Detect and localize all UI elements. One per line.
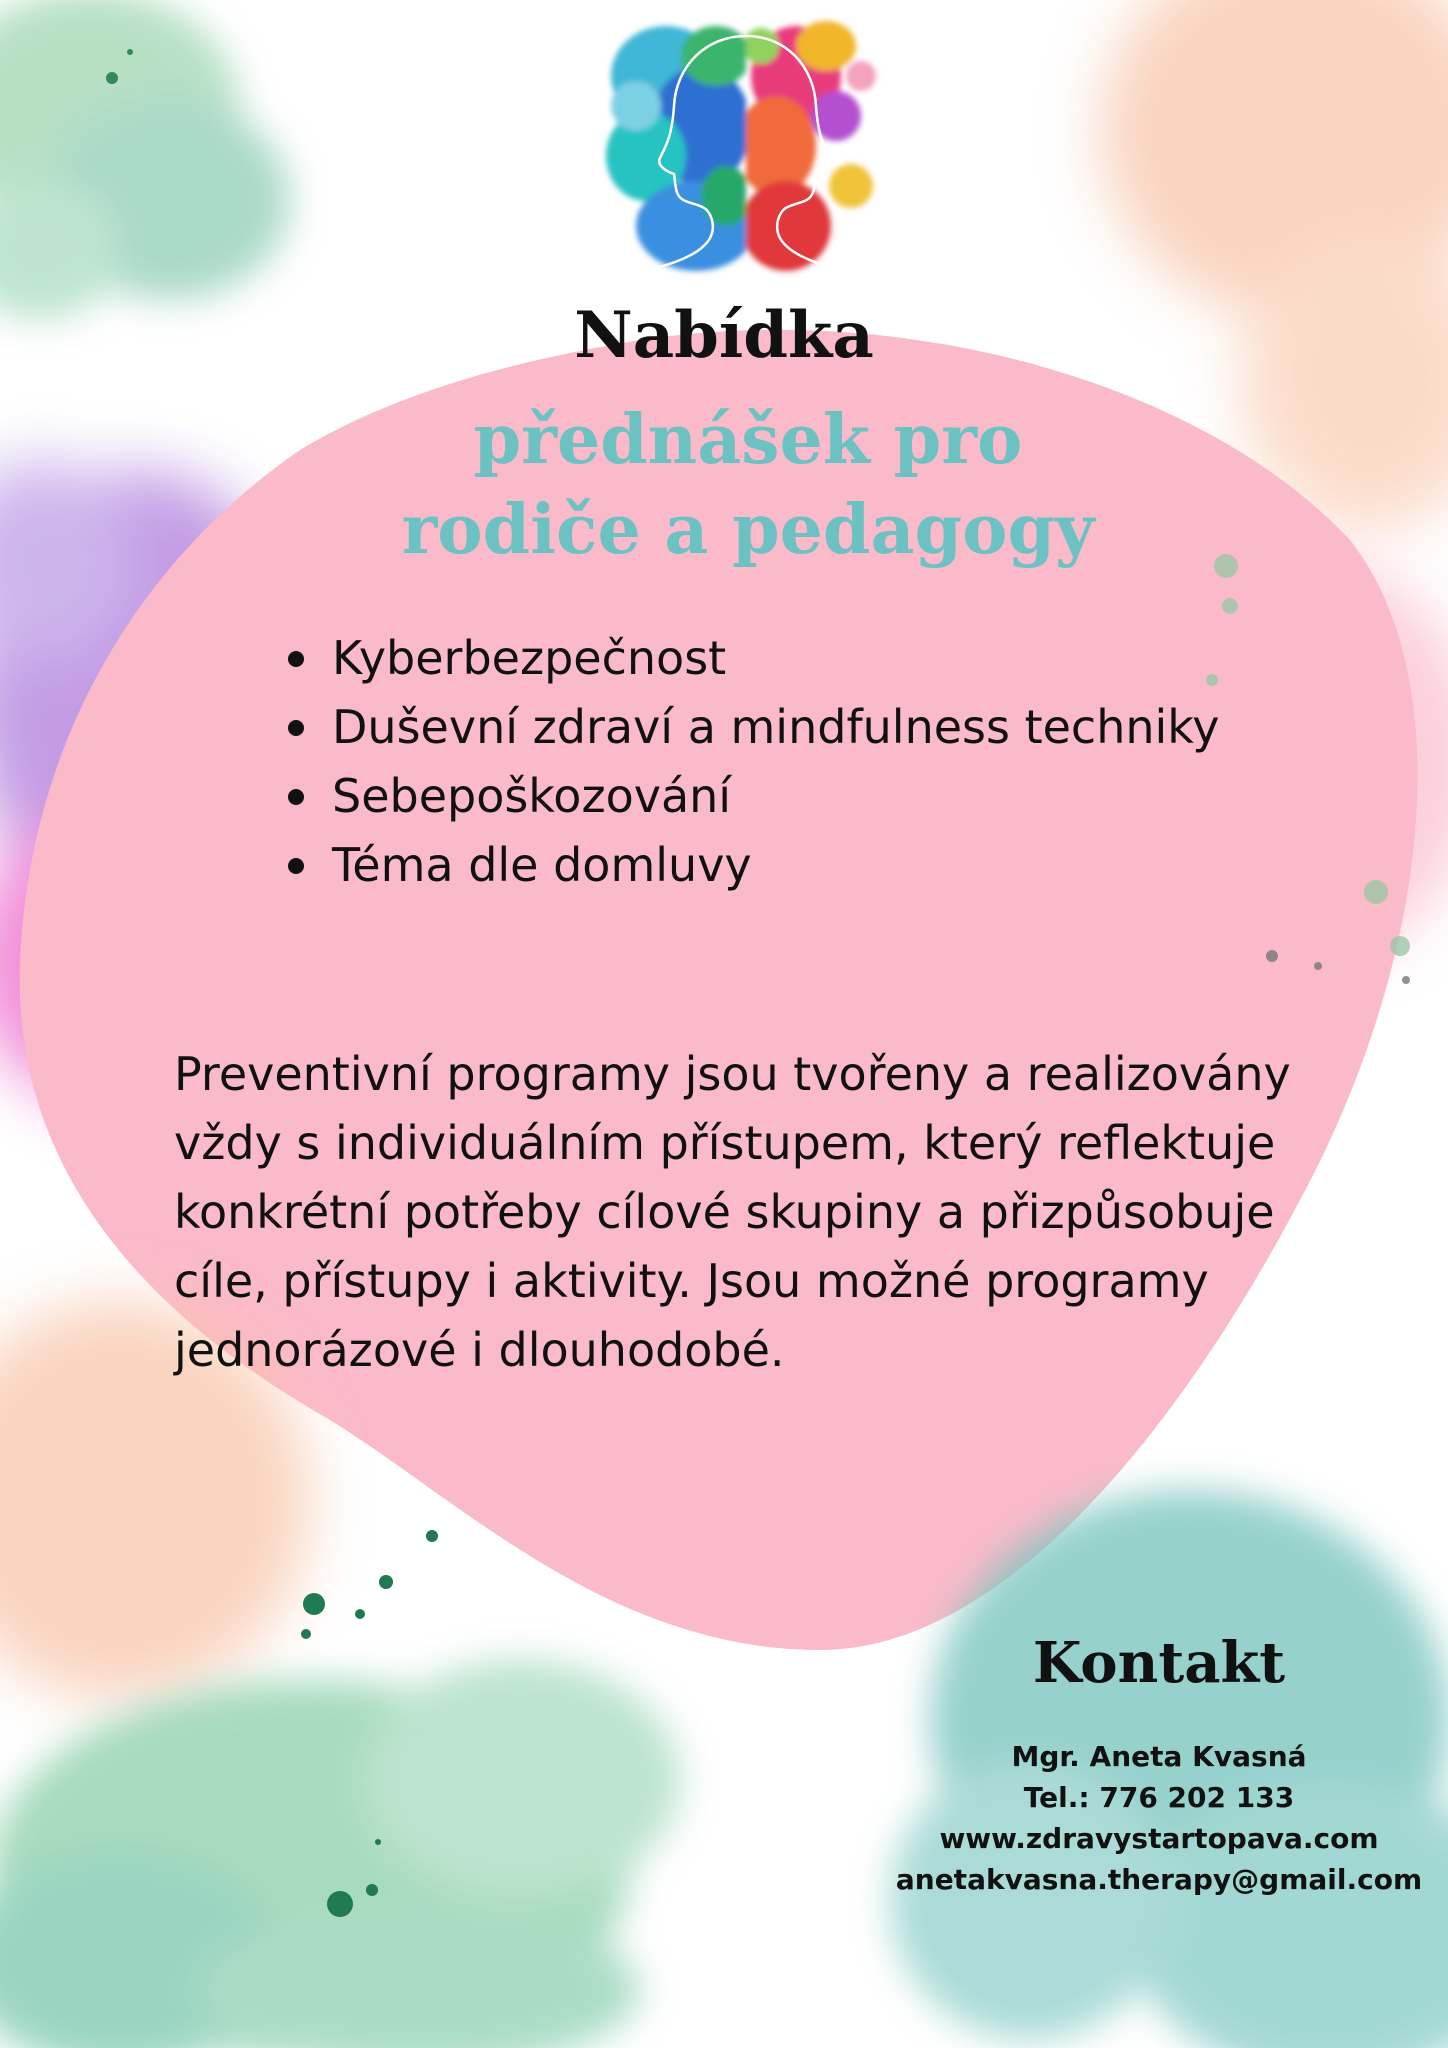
description-line: konkrétní potřeby cílové skupiny a přizpůsobuje — [174, 1185, 1275, 1239]
list-item — [288, 831, 1220, 900]
bullet-dot-icon — [288, 651, 304, 667]
description-line: Preventivní programy jsou tvořeny a realizovány — [174, 1047, 1291, 1101]
description-line: jednorázové i dlouhodobé. — [174, 1323, 785, 1377]
topic-label: Duševní zdraví a mindfulness techniky — [332, 700, 1220, 754]
topic-list — [288, 624, 1220, 900]
contact-details — [880, 1736, 1438, 1900]
contact-email-link[interactable]: anetakvasna.therapy@gmail.com — [895, 1863, 1423, 1896]
description-line: vždy s individuálním přístupem, který reflektuje — [174, 1116, 1276, 1170]
contact-phone: Tel.: 776 202 133 — [1023, 1781, 1295, 1814]
watercolor-head-profile-icon — [596, 6, 908, 282]
contact-website-link[interactable]: www.zdravystartopava.com — [939, 1822, 1379, 1855]
bullet-dot-icon — [288, 720, 304, 736]
paint-splatter — [106, 72, 118, 84]
topic-label: Sebepoškozování — [332, 769, 732, 823]
page-title: Nabídka — [574, 298, 874, 373]
list-item — [288, 693, 1220, 762]
bullet-dot-icon — [288, 858, 304, 874]
contact-name: Mgr. Aneta Kvasná — [1011, 1740, 1307, 1773]
subtitle-line-2: rodiče a pedagogy — [401, 490, 1095, 570]
topic-label: Téma dle domluvy — [332, 838, 752, 892]
bullet-dot-icon — [288, 789, 304, 805]
list-item — [288, 624, 1220, 693]
contact-title: Kontakt — [1032, 1630, 1286, 1696]
topic-label: Kyberbezpečnost — [332, 631, 727, 685]
description-line: cíle, přístupy i aktivity. Jsou možné programy — [174, 1254, 1209, 1308]
description-paragraph — [174, 1040, 1394, 1385]
subtitle-line-1: přednášek pro — [473, 400, 1023, 480]
list-item — [288, 762, 1220, 831]
